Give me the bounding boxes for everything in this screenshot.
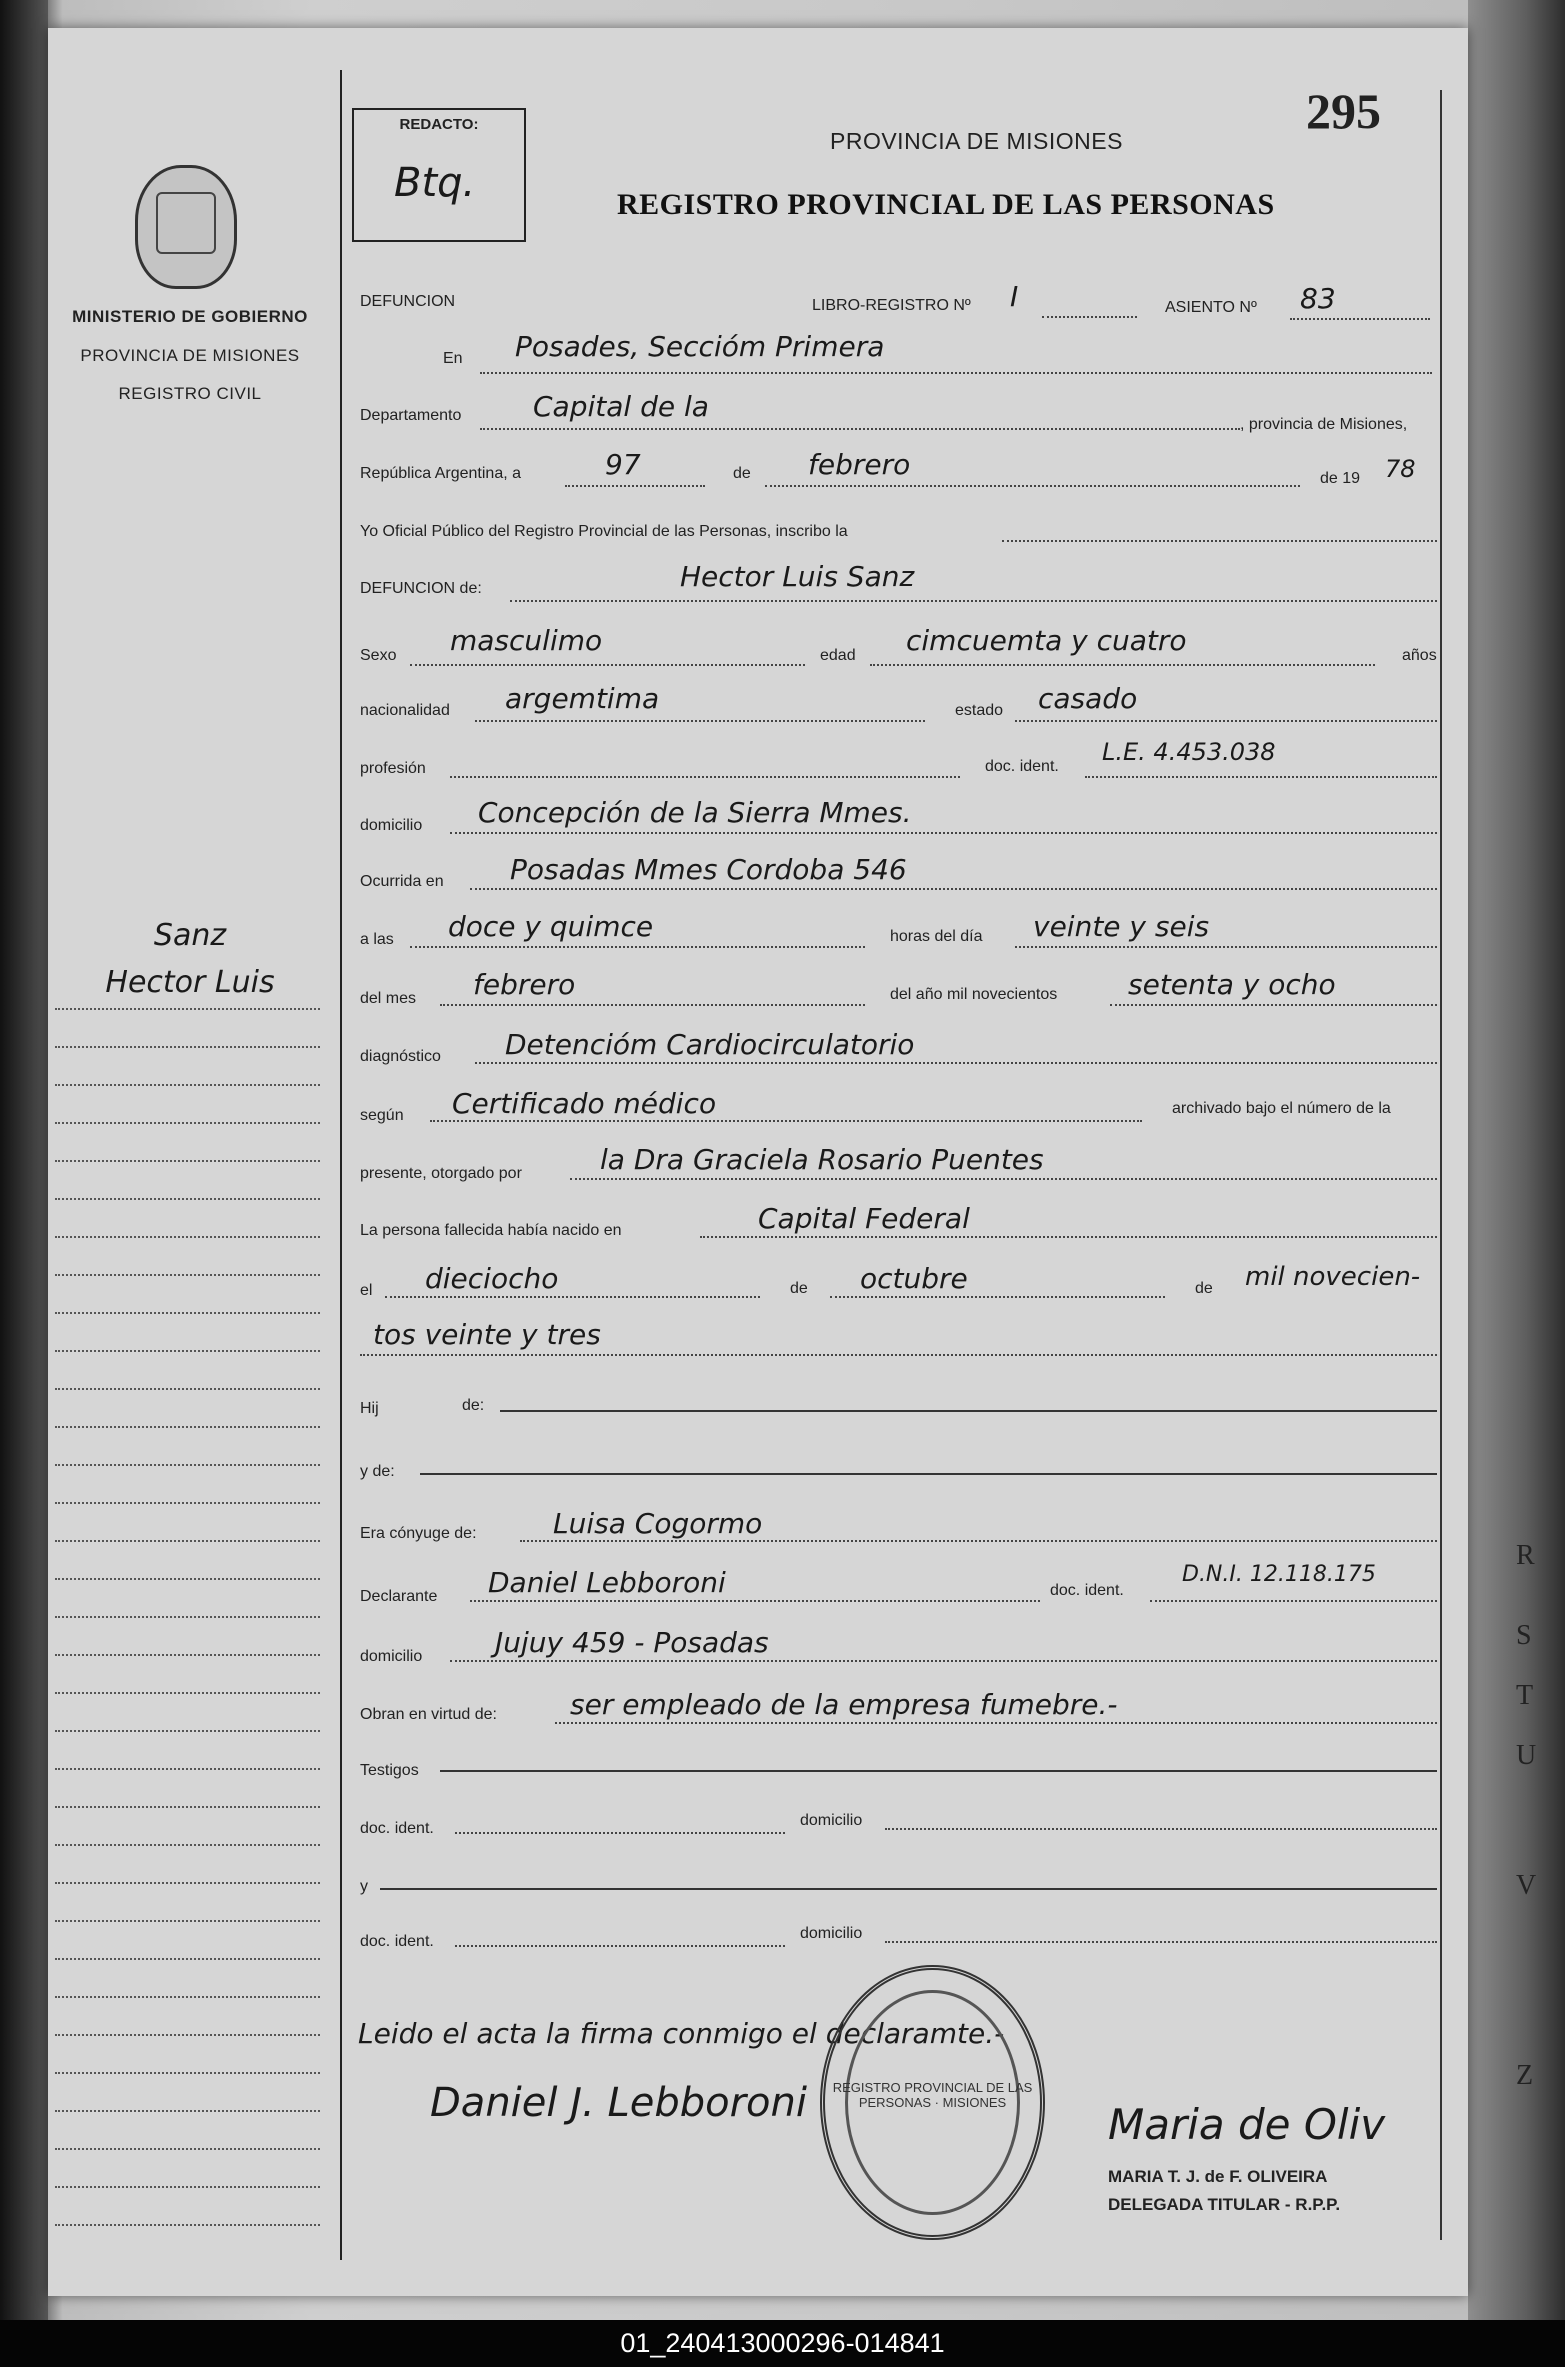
margin-line xyxy=(55,1464,320,1466)
segun-line xyxy=(430,1120,1142,1122)
header-province: PROVINCIA DE MISIONES xyxy=(830,128,1123,154)
republica-label: República Argentina, a xyxy=(360,465,521,482)
segun-value: Certificado médico xyxy=(452,1087,717,1120)
nac-dia-line xyxy=(385,1296,760,1298)
departamento-line xyxy=(480,428,1240,430)
ocurrida-value: Posadas Mmes Cordoba 546 xyxy=(510,853,907,886)
civil-registry-label: REGISTRO CIVIL xyxy=(118,384,262,403)
nac-anio-b-value: tos veinte y tres xyxy=(373,1318,601,1351)
edge-index-letter: T xyxy=(1516,1680,1534,1711)
libro-value: I xyxy=(1010,280,1019,313)
margin-line xyxy=(55,1958,320,1960)
y-de-label: y de: xyxy=(360,1463,395,1480)
departamento-label: Departamento xyxy=(360,407,462,424)
image-filename-caption: 01_240413000296-014841 xyxy=(0,2320,1565,2367)
margin-line xyxy=(55,1920,320,1922)
nac-mes-line xyxy=(830,1296,1165,1298)
declarante-line xyxy=(470,1600,1040,1602)
presente-label: presente, otorgado por xyxy=(360,1165,522,1182)
province-label: PROVINCIA DE MISIONES xyxy=(80,346,300,365)
profesion-label: profesión xyxy=(360,760,426,777)
margin-line xyxy=(55,2110,320,2112)
sexo-label: Sexo xyxy=(360,647,397,664)
column-divider xyxy=(340,70,342,2260)
hij-line xyxy=(500,1410,1437,1412)
sexo-line xyxy=(410,664,805,666)
margin-line xyxy=(55,1882,320,1884)
edad-line xyxy=(870,664,1375,666)
declarante-doc-label: doc. ident. xyxy=(1050,1582,1124,1599)
margin-line xyxy=(55,1350,320,1352)
margin-given-names: Hector Luis xyxy=(105,965,275,1000)
testigo2-doc-label: doc. ident. xyxy=(360,1933,434,1950)
declarante-dom-value: Jujuy 459 - Posadas xyxy=(495,1626,769,1659)
estado-line xyxy=(1015,720,1437,722)
libro-line xyxy=(1042,316,1137,318)
diagnostico-value: Detencióm Cardiocirculatorio xyxy=(505,1028,915,1061)
diagnostico-label: diagnóstico xyxy=(360,1048,441,1065)
declarant-signature: Daniel J. Lebboroni xyxy=(430,2080,807,2126)
right-margin-rule xyxy=(1440,90,1442,2240)
libro-label: LIBRO-REGISTRO Nº xyxy=(812,297,971,314)
declarante-dom-label: domicilio xyxy=(360,1648,423,1665)
otorgado-value: la Dra Graciela Rosario Puentes xyxy=(600,1143,1044,1176)
officer-name: MARIA T. J. de F. OLIVEIRA xyxy=(1108,2167,1328,2186)
ministry-label: MINISTERIO DE GOBIERNO xyxy=(72,307,308,326)
margin-line xyxy=(55,1388,320,1390)
anio-value: 78 xyxy=(1385,455,1416,483)
officer-title: DELEGADA TITULAR - R.P.P. xyxy=(1108,2195,1341,2214)
nac-anio-a-value: mil novecien- xyxy=(1245,1262,1421,1292)
doc-label: doc. ident. xyxy=(985,758,1059,775)
redacto-box xyxy=(352,108,526,242)
edge-index-letter: V xyxy=(1516,1870,1537,1901)
oficial-label: Yo Oficial Público del Registro Provincial de las Personas, inscribo la xyxy=(360,523,848,540)
conyuge-line xyxy=(520,1540,1437,1542)
testigos-line xyxy=(440,1770,1437,1772)
el-label: el xyxy=(360,1282,373,1299)
page-number: 295 xyxy=(1306,83,1381,139)
obran-label: Obran en virtud de: xyxy=(360,1706,497,1723)
mes-texto-value: febrero xyxy=(473,968,576,1001)
margin-line xyxy=(55,2034,320,2036)
nacido-value: Capital Federal xyxy=(758,1202,970,1235)
margin-line xyxy=(55,2072,320,2074)
testigo1-doc-line xyxy=(455,1832,785,1834)
margin-line xyxy=(55,1122,320,1124)
edge-index-letter: Z xyxy=(1516,2060,1534,2091)
defuncion-line xyxy=(510,600,1437,602)
y-de-line xyxy=(420,1473,1437,1475)
obran-line xyxy=(555,1722,1437,1724)
margin-line xyxy=(55,1426,320,1428)
margin-line xyxy=(55,1768,320,1770)
testigo2-line xyxy=(380,1888,1437,1890)
margin-line xyxy=(55,1084,320,1086)
nac-dia-value: dieciocho xyxy=(425,1262,559,1295)
margin-line xyxy=(55,1806,320,1808)
segun-label: según xyxy=(360,1107,404,1124)
margin-line xyxy=(55,2224,320,2226)
redacto-label: REDACTO: xyxy=(399,116,479,133)
doc-value: L.E. 4.453.038 xyxy=(1102,738,1276,766)
testigo1-dom-line xyxy=(885,1828,1437,1830)
defuncion-de-label: DEFUNCION de: xyxy=(360,580,482,597)
en-line xyxy=(480,372,1432,374)
officer-signature: Maria de Oliv xyxy=(1108,2100,1386,2149)
official-seal-stamp xyxy=(820,1965,1045,2240)
edge-index-letter: R xyxy=(1516,1540,1535,1571)
en-label: En xyxy=(443,350,463,367)
diagnostico-line xyxy=(475,1062,1437,1064)
declarante-doc-line xyxy=(1150,1600,1437,1602)
testigo1-doc-label: doc. ident. xyxy=(360,1820,434,1837)
a-las-label: a las xyxy=(360,931,394,948)
nacido-line xyxy=(700,1236,1437,1238)
nac-mes-value: octubre xyxy=(860,1262,968,1295)
dia-line xyxy=(565,485,705,487)
hij-label: Hij xyxy=(360,1400,379,1417)
edge-index-letter: U xyxy=(1516,1740,1537,1771)
el-de2-label: de xyxy=(1195,1280,1213,1297)
anio-label: de 19 xyxy=(1320,470,1361,487)
deceased-name: Hector Luis Sanz xyxy=(680,560,915,593)
horas-label: horas del día xyxy=(890,928,983,945)
anio-texto-value: setenta y ocho xyxy=(1128,968,1336,1001)
hora-line xyxy=(410,946,865,948)
declarante-dom-line xyxy=(450,1660,1437,1662)
mes-value: febrero xyxy=(808,448,911,481)
declarante-label: Declarante xyxy=(360,1588,438,1605)
otorgado-line xyxy=(570,1178,1437,1180)
margin-line xyxy=(55,1236,320,1238)
mes-line xyxy=(765,485,1300,487)
testigo1-dom-label: domicilio xyxy=(800,1812,863,1829)
del-anio-label: del año mil novecientos xyxy=(890,986,1058,1003)
margin-line xyxy=(55,1540,320,1542)
edad-value: cimcuemta y cuatro xyxy=(906,624,1187,657)
conyuge-label: Era cónyuge de: xyxy=(360,1525,477,1542)
oficial-line xyxy=(1002,540,1437,542)
nacionalidad-line xyxy=(475,720,925,722)
testigo2-dom-line xyxy=(885,1941,1437,1943)
testigo2-doc-line xyxy=(455,1945,785,1947)
margin-line xyxy=(55,1502,320,1504)
edge-index-letter: S xyxy=(1516,1620,1532,1651)
archivado-label: archivado bajo el número de la xyxy=(1172,1100,1391,1117)
nacido-label: La persona fallecida había nacido en xyxy=(360,1222,622,1239)
obran-value: ser empleado de la empresa fumebre.- xyxy=(570,1688,1118,1721)
asiento-value: 83 xyxy=(1300,282,1336,315)
margin-line xyxy=(55,1160,320,1162)
del-mes-label: del mes xyxy=(360,990,417,1007)
asiento-line xyxy=(1290,318,1430,320)
margin-line xyxy=(55,1996,320,1998)
provincial-emblem-icon xyxy=(135,165,237,289)
estado-value: casado xyxy=(1038,682,1138,715)
doc-line xyxy=(1085,776,1437,778)
testigo2-y-label: y xyxy=(360,1878,368,1895)
dia-texto-line xyxy=(1015,946,1437,948)
margin-line xyxy=(55,1616,320,1618)
el-de-label: de xyxy=(790,1280,808,1297)
binding-shadow xyxy=(0,0,48,2320)
margin-line xyxy=(55,2186,320,2188)
dia-value: 97 xyxy=(605,448,641,481)
nac-anio-line xyxy=(360,1354,1437,1356)
margin-line xyxy=(55,1844,320,1846)
sexo-value: masculimo xyxy=(450,624,603,657)
testigo2-dom-label: domicilio xyxy=(800,1925,863,1942)
dia-texto-value: veinte y seis xyxy=(1033,910,1210,943)
margin-line xyxy=(55,2148,320,2150)
margin-line xyxy=(55,1008,320,1010)
margin-line xyxy=(55,1654,320,1656)
estado-label: estado xyxy=(955,702,1004,719)
anos-label: años xyxy=(1402,647,1437,664)
departamento-value: Capital de la xyxy=(533,390,709,423)
ocurrida-line xyxy=(470,888,1437,890)
en-value: Posades, Seccióm Primera xyxy=(515,330,885,363)
closing-statement: Leido el acta la firma conmigo el declaramte.- xyxy=(358,2017,1005,2050)
registry-title: REGISTRO PROVINCIAL DE LAS PERSONAS xyxy=(617,188,1275,221)
margin-line xyxy=(55,1692,320,1694)
anio-texto-line xyxy=(1110,1004,1437,1006)
margin-line xyxy=(55,1312,320,1314)
page-edge-stack xyxy=(1468,0,1565,2320)
domicilio-value: Concepción de la Sierra Mmes. xyxy=(478,796,912,829)
seal-text: REGISTRO PROVINCIAL DE LAS PERSONAS · MISIONES xyxy=(832,2080,1033,2110)
margin-line xyxy=(55,1274,320,1276)
provincia-label: , provincia de Misiones, xyxy=(1240,416,1408,433)
declarante-value: Daniel Lebboroni xyxy=(488,1566,726,1599)
margin-line xyxy=(55,1198,320,1200)
act-type-label: DEFUNCION xyxy=(360,293,456,310)
de-label: de xyxy=(733,465,751,482)
asiento-label: ASIENTO Nº xyxy=(1165,299,1257,316)
hora-value: doce y quimce xyxy=(448,910,654,943)
margin-surname: Sanz xyxy=(153,918,227,953)
domicilio-label: domicilio xyxy=(360,817,423,834)
redacto-initials: Btq. xyxy=(394,160,476,206)
ocurrida-label: Ocurrida en xyxy=(360,873,444,890)
edad-label: edad xyxy=(820,647,856,664)
margin-line xyxy=(55,1046,320,1048)
margin-line xyxy=(55,1730,320,1732)
declarante-doc-value: D.N.I. 12.118.175 xyxy=(1182,1562,1376,1587)
margin-line xyxy=(55,1578,320,1580)
conyuge-value: Luisa Cogormo xyxy=(553,1507,763,1540)
profesion-line xyxy=(450,776,960,778)
testigos-label: Testigos xyxy=(360,1762,419,1779)
nacionalidad-label: nacionalidad xyxy=(360,702,450,719)
mes-texto-line xyxy=(440,1004,865,1006)
nacionalidad-value: argemtima xyxy=(505,682,660,715)
domicilio-line xyxy=(450,832,1437,834)
hij-de-label: de: xyxy=(462,1397,485,1414)
